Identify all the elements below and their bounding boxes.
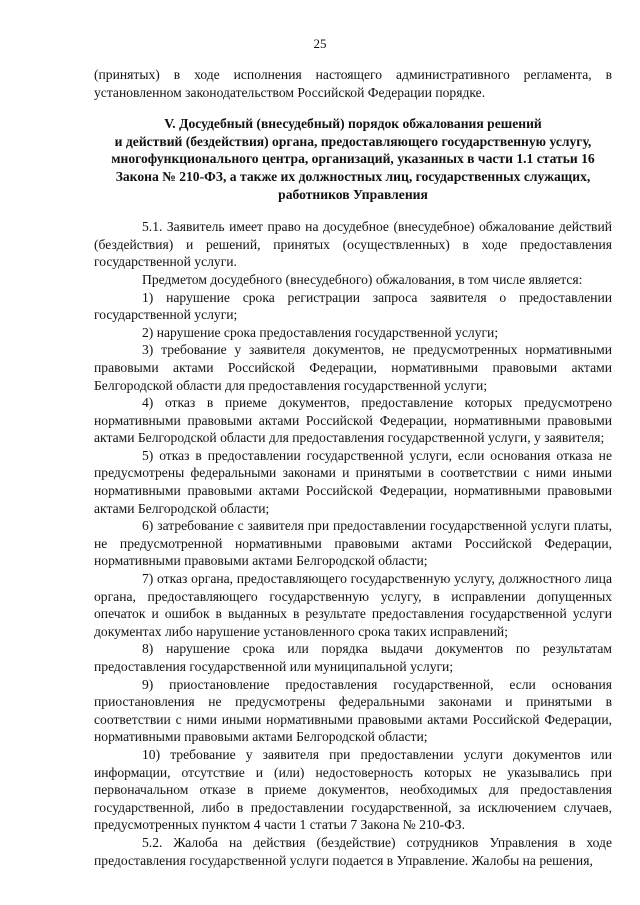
list-item-8: 8) нарушение срока или порядка выдачи документов по результатам предоставления государственной или муниципальной услуги; — [94, 641, 612, 674]
list-item-1: 1) нарушение срока регистрации запроса заявителя о предоставлении государственной услуги; — [94, 289, 612, 323]
list-item-2: 2) нарушение срока предоставления государственной услуги; — [142, 324, 499, 340]
section-heading-line: многофункционального центра, организаций, указанных в части 1.1 статьи 16 — [111, 151, 595, 167]
section-heading-line: и действий (бездействия) органа, предоставляющего государственную услугу, — [114, 133, 592, 149]
list-item-3: 3) требование у заявителя документов, не предусмотренных нормативными правовыми актами Российской Федерации, нормативными правовыми актами Белгородской области для предоставления государственной услуги; — [94, 342, 612, 393]
list-item-5: 5) отказ в предоставлении государственной услуги, если основания отказа не предусмотрены федеральными законами и принятыми в соответствии с ними иными нормативными правовыми актами Российской Федерации, нормативными правовыми актами Белгородской области; — [94, 447, 612, 516]
list-item-9: 9) приостановление предоставления государственной, если основания приостановления не предусмотрены федеральными законами и принятыми в соответствии с ними иными нормативными правовыми актами Российской Федерации, нормативными правовыми актами Белгородской области; — [94, 676, 612, 745]
section-heading-line: работников Управления — [278, 186, 428, 202]
section-heading-line: Закона № 210-ФЗ, а также их должностных лиц, государственных служащих, — [115, 168, 591, 184]
section-heading-line: V. Досудебный (внесудебный) порядок обжалования решений — [164, 116, 542, 132]
list-item-7: 7) отказ органа, предоставляющего государственную услугу, должностного лица органа, предоставляющего государственную услугу, в исправлении допущенных опечаток и ошибок в выданных в результате предоставления государственной услуги документах либо нарушение установленного срока таких исправлений; — [94, 571, 612, 639]
paragraph-5-1: 5.1. Заявитель имеет право на досудебное (внесудебное) обжалование действий (бездействия) и решений, принятых (осуществленных) в ходе предоставления государственной услуги. — [94, 219, 612, 270]
subject-paragraph: Предметом досудебного (внесудебного) обжалования, в том числе является: — [142, 271, 583, 287]
paragraph-5-2: 5.2. Жалоба на действия (бездействие) сотрудников Управления в ходе предоставления государственной услуги подается в Управление. Жалобы на решения, — [94, 834, 612, 868]
document-body — [94, 66, 612, 869]
intro-paragraph: (принятых) в ходе исполнения настоящего административного регламента, в установленном законодательством Российской Федерации порядке. — [94, 67, 612, 100]
list-item-10: 10) требование у заявителя при предоставлении услуги документов или информации, отсутствие и (или) недостоверность которых не указывались при первоначальном отказе в приеме документов, необходимых для предоставления государственной, либо в предоставлении государственной, за исключением случаев, предусмотренных пунктом 4 части 1 статьи 7 Закона № 210-ФЗ. — [94, 746, 612, 833]
list-item-6: 6) затребование с заявителя при предоставлении государственной услуги платы, не предусмотренной нормативными правовыми актами Российской Федерации, нормативными правовыми актами Белгородской области; — [94, 518, 612, 569]
page-number: 25 — [313, 36, 327, 51]
section-heading — [94, 115, 612, 203]
list-item-4: 4) отказ в приеме документов, предоставление которых предусмотрено нормативными правовыми актами Российской Федерации, нормативными правовыми актами Белгородской области для предоставления государственной услуги, у заявителя; — [94, 395, 612, 446]
